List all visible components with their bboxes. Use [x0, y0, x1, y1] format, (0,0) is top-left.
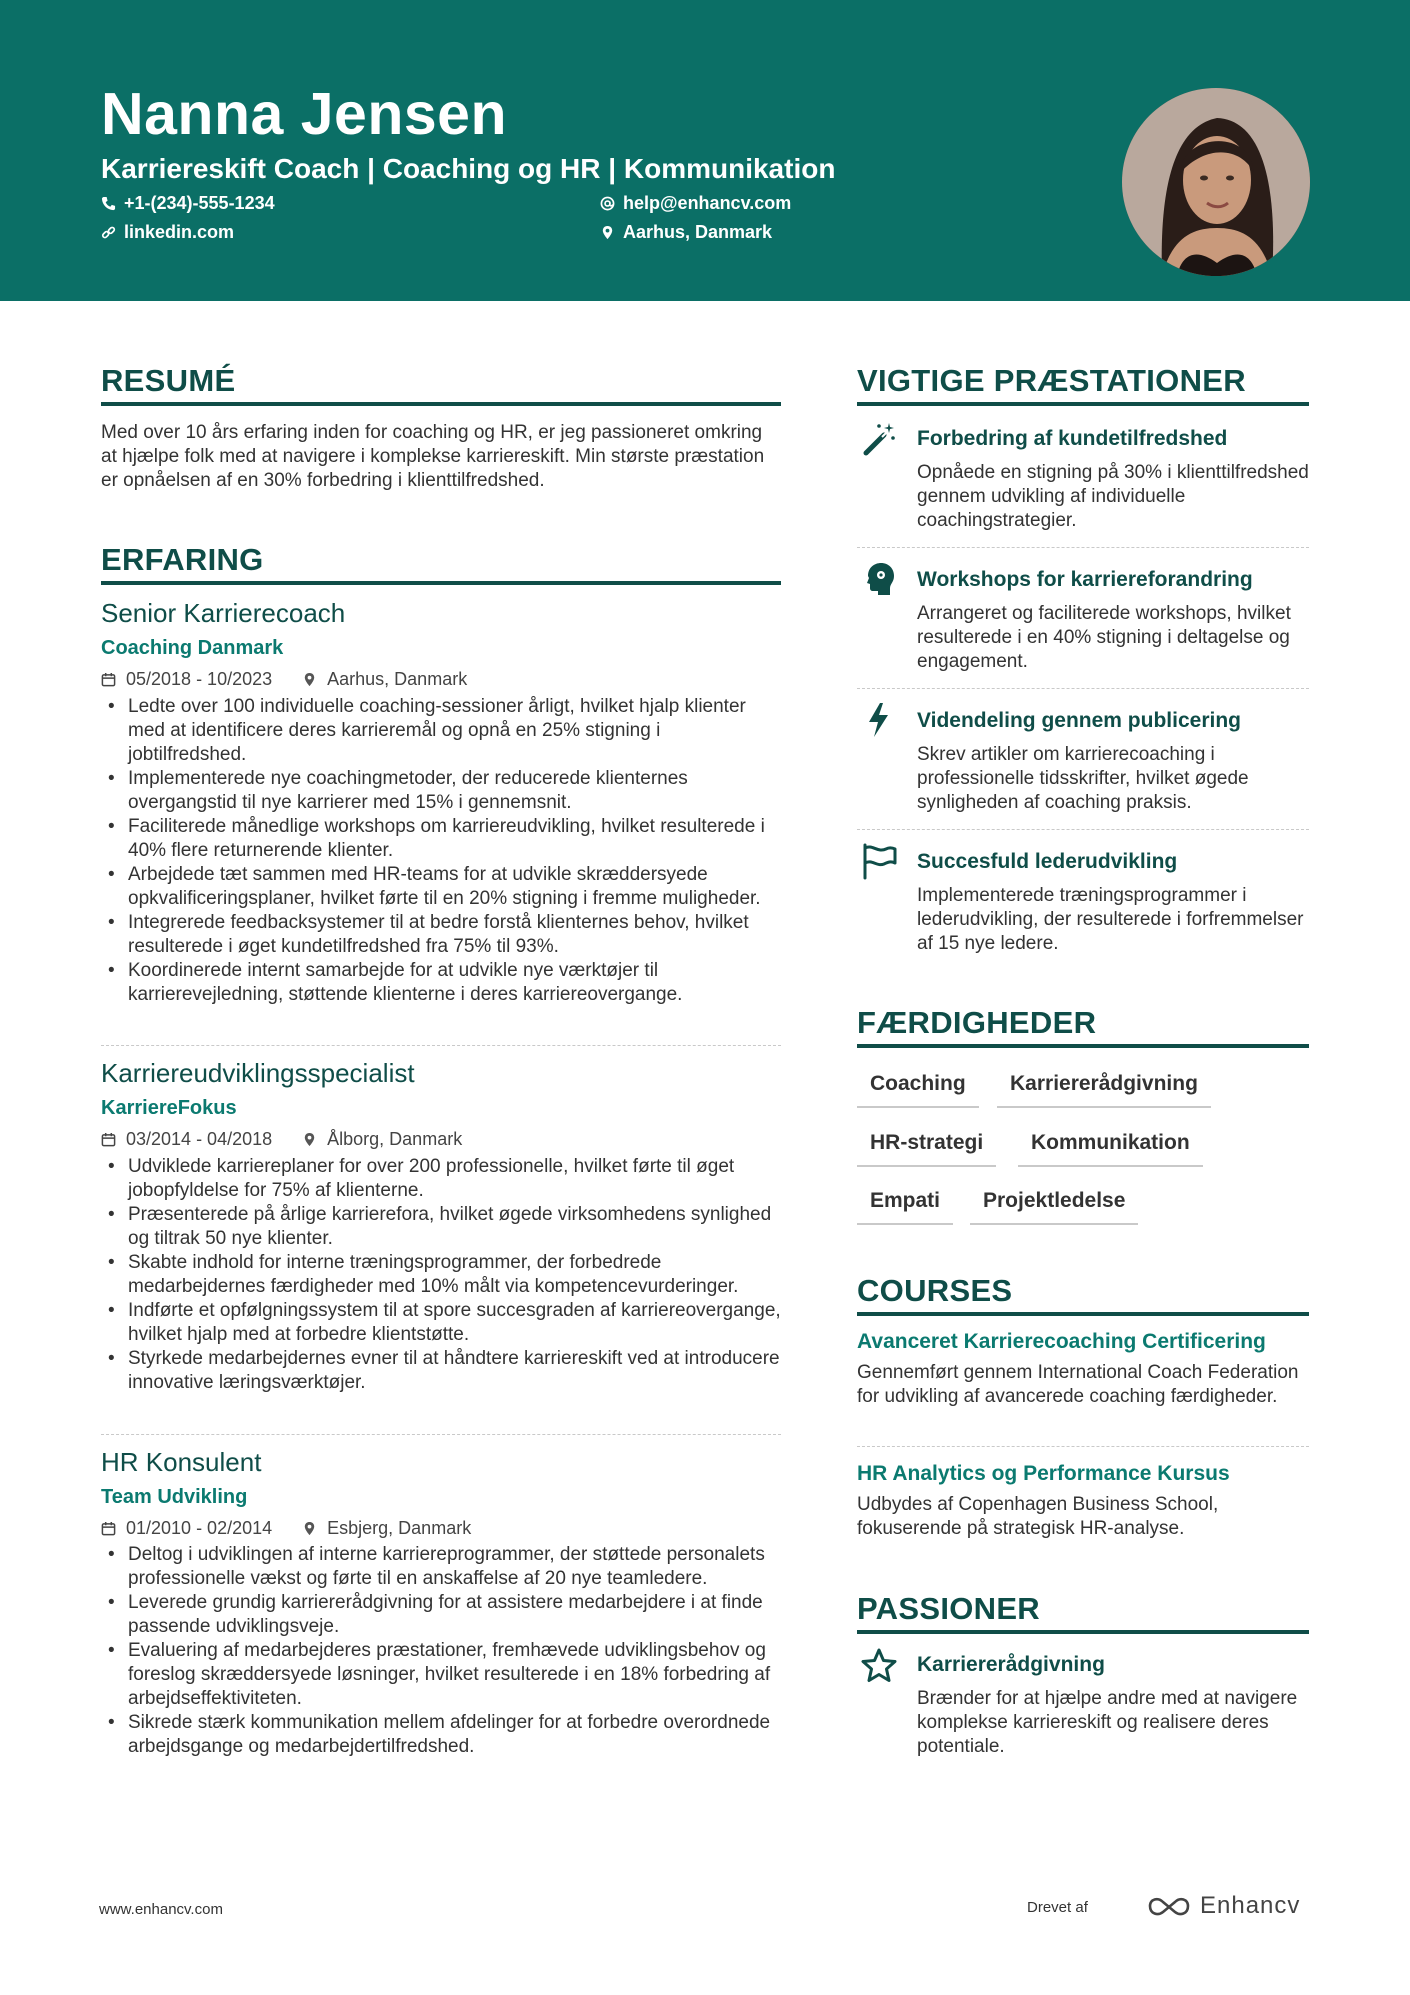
job-meta	[101, 669, 467, 690]
job-title: Senior Karrierecoach	[101, 598, 346, 628]
skills-heading: FÆRDIGHEDER	[857, 1005, 1097, 1040]
company-name: KarriereFokus	[101, 1097, 237, 1119]
company-name: Team Udvikling	[101, 1486, 248, 1508]
location-text: Aarhus, Danmark	[623, 222, 773, 242]
skill-tag: Empati	[857, 1189, 953, 1225]
bullet-item: • Sikrede stærk kommunikation mellem afdelinger for at forbedre overordnede arbejdsgange og medarbejdertilfredshed.	[101, 1711, 781, 1759]
bullet-item: • Leverede grundig karriererådgivning for at assistere medarbejdere i at finde passende udviklingsveje.	[101, 1591, 781, 1639]
bullet-item: • Præsenterede på årlige karrierefora, hvilket øgede virksomhedens synlighed og tiltrak 50 nye klienter.	[101, 1203, 781, 1251]
bullet-item: • Deltog i udviklingen af interne karriereprogrammer, der støttede personalets professionelle vækst og førte til en anskaffelse af 20 nye teamledere.	[101, 1543, 781, 1591]
lightning-icon	[860, 701, 898, 739]
achievements-rule	[857, 402, 1309, 406]
summary-heading: RESUMÉ	[101, 363, 236, 398]
achievement-title: Videndeling gennem publicering	[917, 709, 1241, 732]
phone-contact[interactable]	[101, 193, 275, 214]
course-desc: Gennemført gennem International Coach Federation for udvikling af avancerede coaching færdigheder.	[857, 1362, 1299, 1407]
passion-title: Karriererådgivning	[917, 1653, 1105, 1676]
job-title: HR Konsulent	[101, 1447, 262, 1477]
bullet-item: • Arbejdede tæt sammen med HR-teams for at udvikle skræddersyede opkvalificeringsplaner, hvilket førte til en 20% stigning i fremme muligheder.	[101, 863, 781, 911]
job-meta	[101, 1129, 462, 1150]
job-dates: 03/2014 - 04/2018	[126, 1129, 273, 1149]
job-bullets	[101, 695, 781, 1007]
enhancv-logo[interactable]	[1146, 1892, 1300, 1920]
phone-text: +1-(234)-555-1234	[124, 193, 275, 213]
achievement-title: Workshops for karriereforandring	[917, 568, 1253, 591]
calendar-icon	[101, 1132, 116, 1147]
achievement-desc: Implementerede træningsprogrammer i lederudvikling, der resulterede i forfremmelser af 15 nye ledere.	[917, 885, 1304, 954]
bullet-item: • Implementerede nye coachingmetoder, der reducerede klienternes overgangstid til nye karrierer med 15% i gennemsnit.	[101, 767, 781, 815]
bullet-item: • Integrerede feedbacksystemer til at bedre forstå klienternes behov, hvilket resulterede i øget kundetilfredshed fra 75% til 93%.	[101, 911, 781, 959]
magic-wand-icon	[860, 420, 898, 458]
company-name: Coaching Danmark	[101, 637, 284, 659]
location-pin-icon	[600, 225, 615, 240]
flag-icon	[860, 842, 898, 880]
star-icon	[860, 1647, 898, 1685]
summary-text: Med over 10 års erfaring inden for coaching og HR, er jeg passioneret omkring at hjælpe folk med at navigere i komplekse karriereskift. Min største præstation er opnåelsen af en 30% forbedring i klienttilfredshed.	[101, 422, 765, 491]
bullet-item: • Skabte indhold for interne træningsprogrammer, der forbedrede medarbejdernes færdigheder med 10% målt via kompetencevurderinger.	[101, 1251, 781, 1299]
experience-rule	[101, 581, 781, 585]
achievements-heading: VIGTIGE PRÆSTATIONER	[857, 363, 1246, 398]
bullet-item: • Styrkede medarbejdernes evner til at håndtere karriereskift ved at introducere innovative læringsværktøjer.	[101, 1347, 781, 1395]
candidate-name: Nanna Jensen	[101, 81, 508, 147]
skill-tag: Karriererådgivning	[997, 1072, 1211, 1108]
job-location: Aarhus, Danmark	[327, 669, 468, 689]
skills-rule	[857, 1044, 1309, 1048]
header	[0, 0, 1410, 301]
location-pin-icon	[302, 672, 317, 687]
course-title: Avanceret Karrierecoaching Certificering	[857, 1330, 1266, 1353]
footer-website[interactable]: www.enhancv.com	[99, 1901, 223, 1918]
location-pin-icon	[302, 1132, 317, 1147]
at-icon	[600, 196, 615, 211]
skill-tag: Coaching	[857, 1072, 979, 1108]
passion-desc: Brænder for at hjælpe andre med at navigere komplekse karriereskift og realisere deres potentiale.	[917, 1688, 1298, 1757]
footer-powered-by: Drevet af	[1027, 1899, 1088, 1916]
job-location: Esbjerg, Danmark	[327, 1518, 472, 1538]
skill-tag: Kommunikation	[1018, 1131, 1203, 1167]
divider	[857, 829, 1309, 830]
courses-heading: COURSES	[857, 1273, 1013, 1308]
achievement-title: Succesfuld lederudvikling	[917, 850, 1178, 873]
divider	[857, 547, 1309, 548]
divider	[101, 1434, 781, 1435]
location-pin-icon	[302, 1521, 317, 1536]
bullet-item: • Faciliterede månedlige workshops om karriereudvikling, hvilket resulterede i 40% flere returnerende klienter.	[101, 815, 781, 863]
candidate-title: Karriereskift Coach | Coaching og HR | Kommunikation	[101, 153, 836, 184]
course-desc: Udbydes af Copenhagen Business School, fokuserende på strategisk HR-analyse.	[857, 1494, 1219, 1539]
job-bullets	[101, 1155, 781, 1395]
linkedin-contact[interactable]	[101, 222, 234, 243]
head-icon	[860, 560, 898, 598]
email-contact[interactable]	[600, 193, 791, 214]
job-dates: 05/2018 - 10/2023	[126, 669, 273, 689]
achievement-desc: Skrev artikler om karrierecoaching i professionelle tidsskrifter, hvilket øgede synligheden af coaching praksis.	[917, 744, 1249, 813]
job-dates: 01/2010 - 02/2014	[126, 1518, 273, 1538]
job-bullets	[101, 1543, 781, 1759]
bullet-item: • Evaluering af medarbejderes præstationer, fremhævede udviklingsbehov og foreslog skræddersyede løsninger, hvilket resulterede i en 18% forbedring af arbejdseffektiviteten.	[101, 1639, 781, 1711]
calendar-icon	[101, 672, 116, 687]
divider	[101, 1045, 781, 1046]
enhancv-logo-icon	[1146, 1894, 1192, 1918]
bullet-item: • Ledte over 100 individuelle coaching-sessioner årligt, hvilket hjalp klienter med at identificere deres karrieremål og opnå en 25% stigning i jobtilfredshed.	[101, 695, 781, 767]
skill-tag: Projektledelse	[970, 1189, 1138, 1225]
experience-heading: ERFARING	[101, 542, 264, 577]
calendar-icon	[101, 1521, 116, 1536]
course-title: HR Analytics og Performance Kursus	[857, 1462, 1230, 1485]
phone-icon	[101, 196, 116, 211]
divider	[857, 688, 1309, 689]
job-location: Ålborg, Danmark	[327, 1129, 463, 1149]
summary-rule	[101, 402, 781, 406]
profile-photo	[1122, 88, 1310, 276]
email-text: help@enhancv.com	[623, 193, 792, 213]
bullet-item: • Udviklede karriereplaner for over 200 professionelle, hvilket førte til øget jobopfyldelse for 75% af klienterne.	[101, 1155, 781, 1203]
enhancv-logo-text: Enhancv	[1200, 1892, 1301, 1919]
linkedin-text: linkedin.com	[124, 222, 235, 242]
divider	[857, 1446, 1309, 1447]
job-title: Karriereudviklingsspecialist	[101, 1058, 415, 1088]
passions-rule	[857, 1630, 1309, 1634]
bullet-item: • Indførte et opfølgningssystem til at spore succesgraden af karriereovergange, hvilket hjalp med at forbedre klientstøtte.	[101, 1299, 781, 1347]
location-contact	[600, 222, 772, 243]
link-icon	[101, 225, 116, 240]
job-meta	[101, 1518, 471, 1539]
courses-rule	[857, 1312, 1309, 1316]
achievement-desc: Opnåede en stigning på 30% i klienttilfredshed gennem udvikling af individuelle coachingstrategier.	[917, 462, 1309, 531]
bullet-item: • Koordinerede internt samarbejde for at udvikle nye værktøjer til karrierevejledning, støttende klienterne i deres karriereovergange.	[101, 959, 781, 1007]
achievement-title: Forbedring af kundetilfredshed	[917, 427, 1228, 450]
achievement-desc: Arrangeret og faciliterede workshops, hvilket resulterede i en 40% stigning i deltagelse og engagement.	[917, 603, 1291, 672]
passions-heading: PASSIONER	[857, 1591, 1040, 1626]
skill-tag: HR-strategi	[857, 1131, 996, 1167]
